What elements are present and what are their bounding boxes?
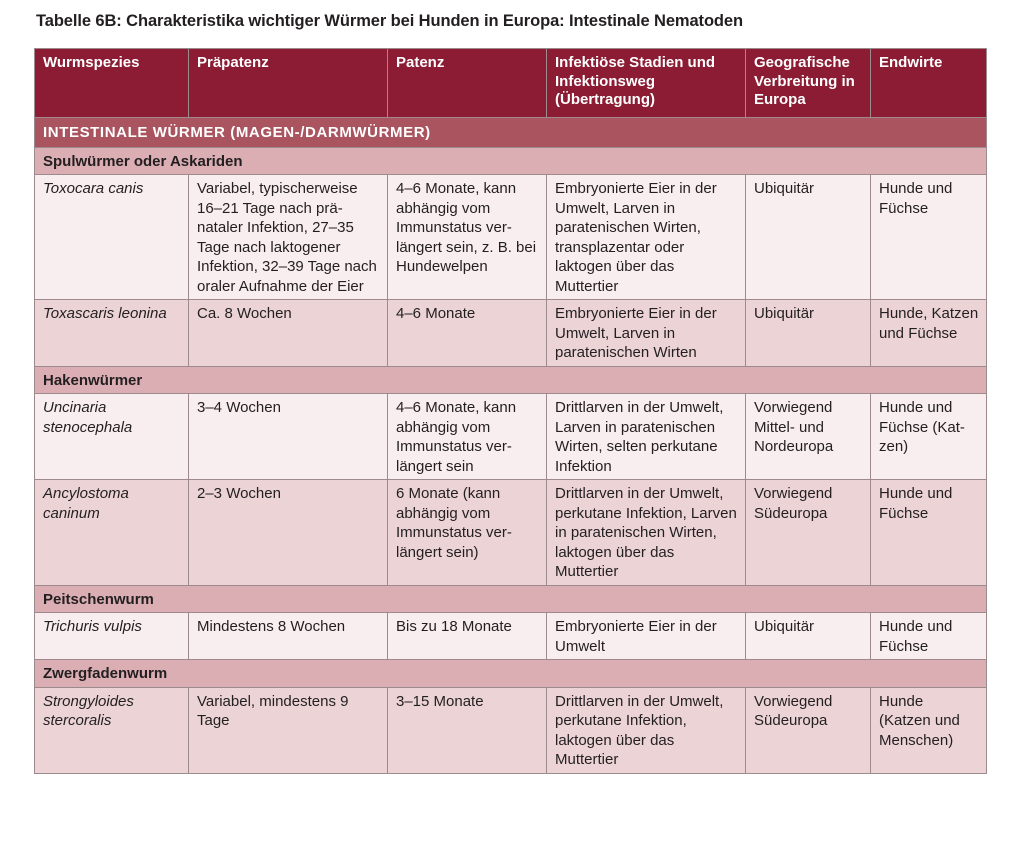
- cell-species: Trichuris vulpis: [35, 613, 189, 660]
- cell-species: Ancylostoma caninum: [35, 480, 189, 586]
- cell-hosts: Hunde und Füchse: [871, 175, 987, 300]
- cell-distribution: Ubiquitär: [746, 175, 871, 300]
- cell-prepatency: Mindestens 8 Wochen: [189, 613, 388, 660]
- table-row: [35, 687, 987, 773]
- cell-infection: Embryonierte Eier in der Umwelt: [547, 613, 746, 660]
- cell-species: Uncinaria stenocephala: [35, 394, 189, 480]
- cell-prepatency: Ca. 8 Wochen: [189, 300, 388, 367]
- nematode-table: [34, 48, 987, 774]
- cell-hosts: Hunde und Füchse: [871, 613, 987, 660]
- cell-distribution: Vorwiegend Mittel- und Nordeuropa: [746, 394, 871, 480]
- column-header-distribution: Geografische Verbreitung in Europa: [746, 49, 871, 118]
- cell-infection: Embryonierte Eier in der Umwelt, Larven in paratenischen Wirten: [547, 300, 746, 367]
- cell-species: Toxascaris leonina: [35, 300, 189, 367]
- cell-infection: Drittlarven in der Umwelt, perkutane Infektion, laktogen über das Muttertier: [547, 687, 746, 773]
- table-row: [35, 175, 987, 300]
- cell-prepatency: 2–3 Wochen: [189, 480, 388, 586]
- cell-species: Strongyloides stercoralis: [35, 687, 189, 773]
- cell-prepatency: Variabel, typischerweise 16–21 Tage nach pränataler Infektion, 27–35 Tage nach laktogener Infektion, 32–39 Tage nach oraler Aufnahme der Eier: [189, 175, 388, 300]
- cell-distribution: Ubiquitär: [746, 300, 871, 367]
- cell-infection: Drittlarven in der Umwelt, Larven in paratenischen Wirten, selten perkutane Infektion: [547, 394, 746, 480]
- cell-hosts: Hunde, Katzen und Füchse: [871, 300, 987, 367]
- column-header-hosts: Endwirte: [871, 49, 987, 118]
- cell-infection: Embryonierte Eier in der Umwelt, Larven in paratenischen Wirten, transplazentar oder laktogen über das Muttertier: [547, 175, 746, 300]
- group-title: Zwergfadenwurm: [35, 660, 987, 688]
- group-title: Peitschenwurm: [35, 585, 987, 613]
- table-row: [35, 480, 987, 586]
- cell-infection: Drittlarven in der Umwelt, perkutane Infektion, Larven in paratenischen Wirten, laktogen über das Muttertier: [547, 480, 746, 586]
- group-row: [35, 366, 987, 394]
- cell-prepatency: 3–4 Wochen: [189, 394, 388, 480]
- cell-hosts: Hunde und Füchse (Katzen): [871, 394, 987, 480]
- cell-distribution: Ubiquitär: [746, 613, 871, 660]
- cell-patency: 4–6 Monate, kann abhängig vom Immunstatus verlängert sein: [388, 394, 547, 480]
- cell-patency: 4–6 Monate, kann abhängig vom Immunstatus verlängert sein, z. B. bei Hundewelpen: [388, 175, 547, 300]
- table-caption: Tabelle 6B: Charakteristika wichtiger Würmer bei Hunden in Europa: Intestinale Nematoden: [36, 12, 743, 30]
- cell-patency: Bis zu 18 Monate: [388, 613, 547, 660]
- group-row: [35, 585, 987, 613]
- cell-hosts: Hunde und Füchse: [871, 480, 987, 586]
- header-row: [35, 49, 987, 118]
- column-header-patency: Patenz: [388, 49, 547, 118]
- group-row: [35, 660, 987, 688]
- table-row: [35, 613, 987, 660]
- cell-species: Toxocara canis: [35, 175, 189, 300]
- column-header-prepatency: Präpatenz: [189, 49, 388, 118]
- section-row: [35, 118, 987, 148]
- cell-distribution: Vorwiegend Südeuropa: [746, 687, 871, 773]
- cell-patency: 6 Monate (kann abhängig vom Immunstatus verlängert sein): [388, 480, 547, 586]
- section-title: INTESTINALE WÜRMER (MAGEN-/DARMWÜRMER): [35, 118, 987, 148]
- cell-distribution: Vorwiegend Südeuropa: [746, 480, 871, 586]
- column-header-infection: Infektiöse Stadien und Infektionsweg (Übertragung): [547, 49, 746, 118]
- table-row: [35, 300, 987, 367]
- cell-hosts: Hunde (Katzen und Menschen): [871, 687, 987, 773]
- cell-patency: 4–6 Monate: [388, 300, 547, 367]
- group-title: Spulwürmer oder Askariden: [35, 147, 987, 175]
- cell-patency: 3–15 Monate: [388, 687, 547, 773]
- group-title: Hakenwürmer: [35, 366, 987, 394]
- column-header-species: Wurmspezies: [35, 49, 189, 118]
- group-row: [35, 147, 987, 175]
- cell-prepatency: Variabel, mindestens 9 Tage: [189, 687, 388, 773]
- table-row: [35, 394, 987, 480]
